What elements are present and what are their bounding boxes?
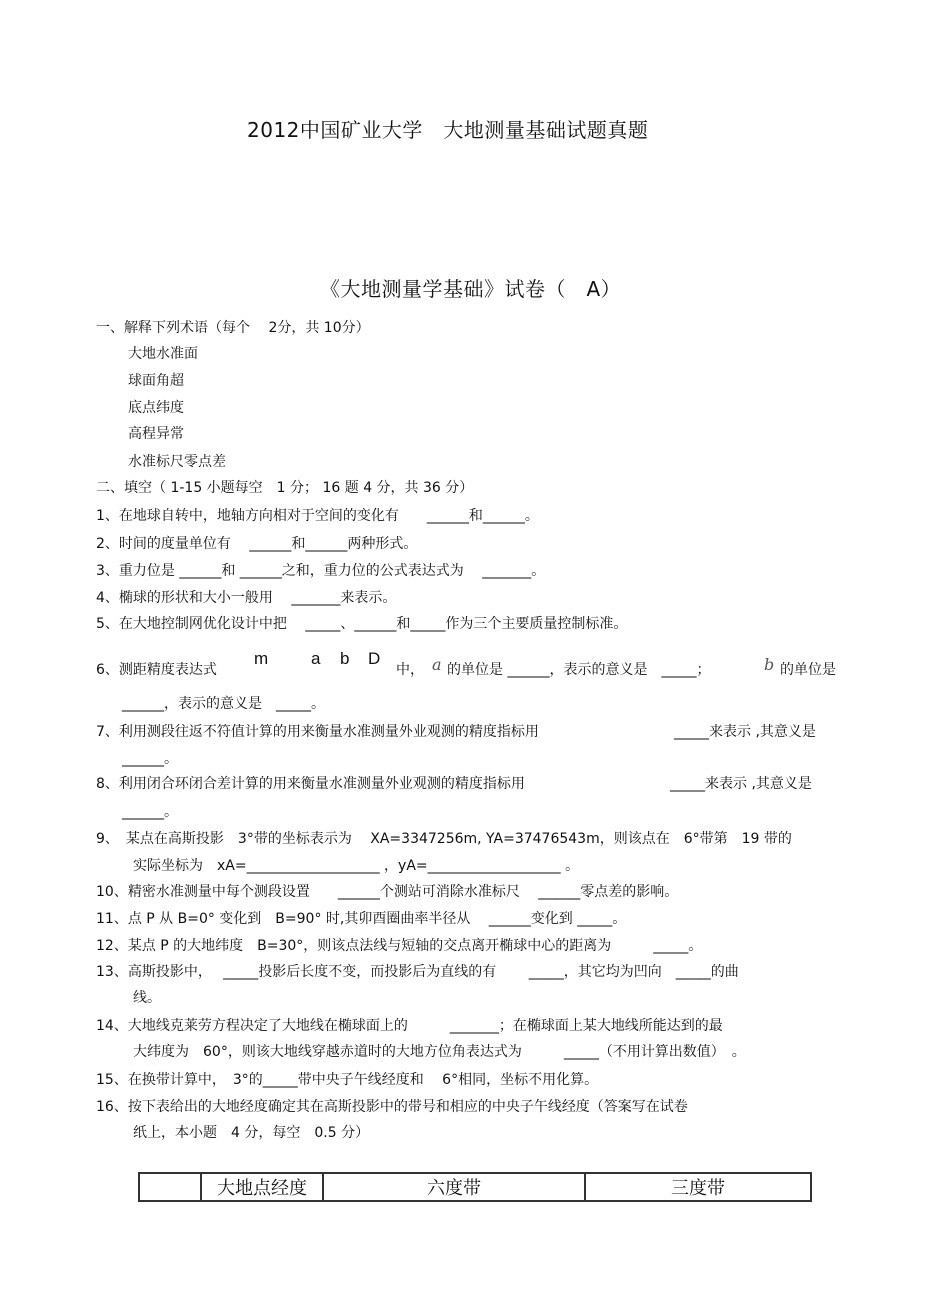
formula-symbol-a: a [311, 649, 321, 668]
question-1: 1、在地球自转中，地轴方向相对于空间的变化有 ______和______。 [96, 508, 539, 524]
question-13-line1: 13、高斯投影中， _____投影后长度不变，而投影后为直线的有 _____，其它均为凹向 _____的曲 [96, 964, 739, 980]
question-14-line2: 大纬度为 60°，则该大地线穿越赤道时的大地方位角表达式为 _____（不用计算出数值） 。 [133, 1044, 746, 1060]
formula-symbol-D: D [368, 649, 381, 668]
question-14-line1: 14、大地线克莱劳方程决定了大地线在椭球面上的 _______；在椭球面上某大地线所能达到的最 [96, 1018, 723, 1034]
table-header-cell: 六度带 [323, 1173, 585, 1201]
question-8-line2: ______。 [122, 804, 178, 820]
question-15: 15、在换带计算中， 3°的_____带中央子午线经度和 6°相同，坐标不用化算。 [96, 1072, 599, 1088]
exam-title: 《大地测量学基础》试卷（ A） [320, 277, 622, 301]
question-6-end: 的单位是 [780, 662, 836, 678]
zone-table [138, 1172, 812, 1202]
term-item: 底点纬度 [128, 400, 184, 416]
question-3: 3、重力位是 ______和 ______之和，重力位的公式表达式为 _______。 [96, 563, 546, 579]
question-10: 10、精密水准测量中每个测段设置 ______个测站可消除水准标尺 ______零点差的影响。 [96, 884, 679, 900]
term-item: 球面角超 [128, 373, 184, 389]
question-6-line2: ______，表示的意义是 _____。 [122, 696, 325, 712]
question-7-line2: ______。 [122, 751, 178, 767]
question-2: 2、时间的度量单位有 ______和______两种形式。 [96, 536, 418, 552]
formula-symbol-m: m [254, 649, 269, 668]
question-11: 11、点 P 从 B=0° 变化到 B=90° 时,其卯酉圈曲率半径从 ______变化到 _____。 [96, 911, 627, 927]
table-header-cell: 三度带 [585, 1173, 811, 1201]
question-6-mid2: 的单位是 ______，表示的意义是 _____； [447, 662, 711, 678]
question-5: 5、在大地控制网优化设计中把 _____、______和_____作为三个主要质量控制标准。 [96, 616, 628, 632]
symbol-b-image: b [764, 655, 775, 674]
table-header-cell [139, 1173, 201, 1201]
question-8-line1-end: _____来表示 ,其意义是 [670, 776, 812, 792]
question-7-line1: 7、利用测段往返不符值计算的用来衡量水准测量外业观测的精度指标用 [96, 724, 539, 740]
table-header-cell: 大地点经度 [201, 1173, 323, 1201]
symbol-a-image: a [432, 655, 442, 674]
question-12: 12、某点 P 的大地纬度 B=30°，则该点法线与短轴的交点离开椭球中心的距离为 _____。 [96, 938, 703, 954]
section2-heading: 二、填空（ 1-15 小题每空 1 分； 16 题 4 分，共 36 分） [96, 480, 474, 496]
term-item: 高程异常 [128, 426, 184, 442]
term-item: 水准标尺零点差 [128, 454, 226, 470]
document-title: 2012中国矿业大学 大地测量基础试题真题 [247, 118, 649, 142]
question-6-mid1: 中， [396, 662, 424, 678]
question-7-line1-end: _____来表示 ,其意义是 [674, 724, 816, 740]
section1-heading: 一、解释下列术语（每个 2分，共 10分） [96, 320, 370, 336]
question-9-line1: 9、 某点在高斯投影 3°带的坐标表示为 XA=3347256m, YA=37476543m，则该点在 6°带第 19 带的 [96, 831, 792, 847]
table-header-row [139, 1173, 811, 1201]
term-item: 大地水准面 [128, 346, 198, 362]
question-13-line2: 线。 [133, 990, 161, 1006]
formula-symbol-b: b [340, 649, 350, 668]
question-9-line2: 实际坐标为 xA=___________________ ，yA=___________________ 。 [133, 858, 580, 874]
question-16-line2: 纸上，本小题 4 分，每空 0.5 分） [133, 1125, 370, 1141]
question-8-line1: 8、利用闭合环闭合差计算的用来衡量水准测量外业观测的精度指标用 [96, 776, 525, 792]
question-16-line1: 16、按下表给出的大地经度确定其在高斯投影中的带号和相应的中央子午线经度（答案写在试卷 [96, 1099, 688, 1115]
question-4: 4、椭球的形状和大小一般用 _______来表示。 [96, 590, 397, 606]
question-6-prefix: 6、测距精度表达式 [96, 662, 217, 678]
